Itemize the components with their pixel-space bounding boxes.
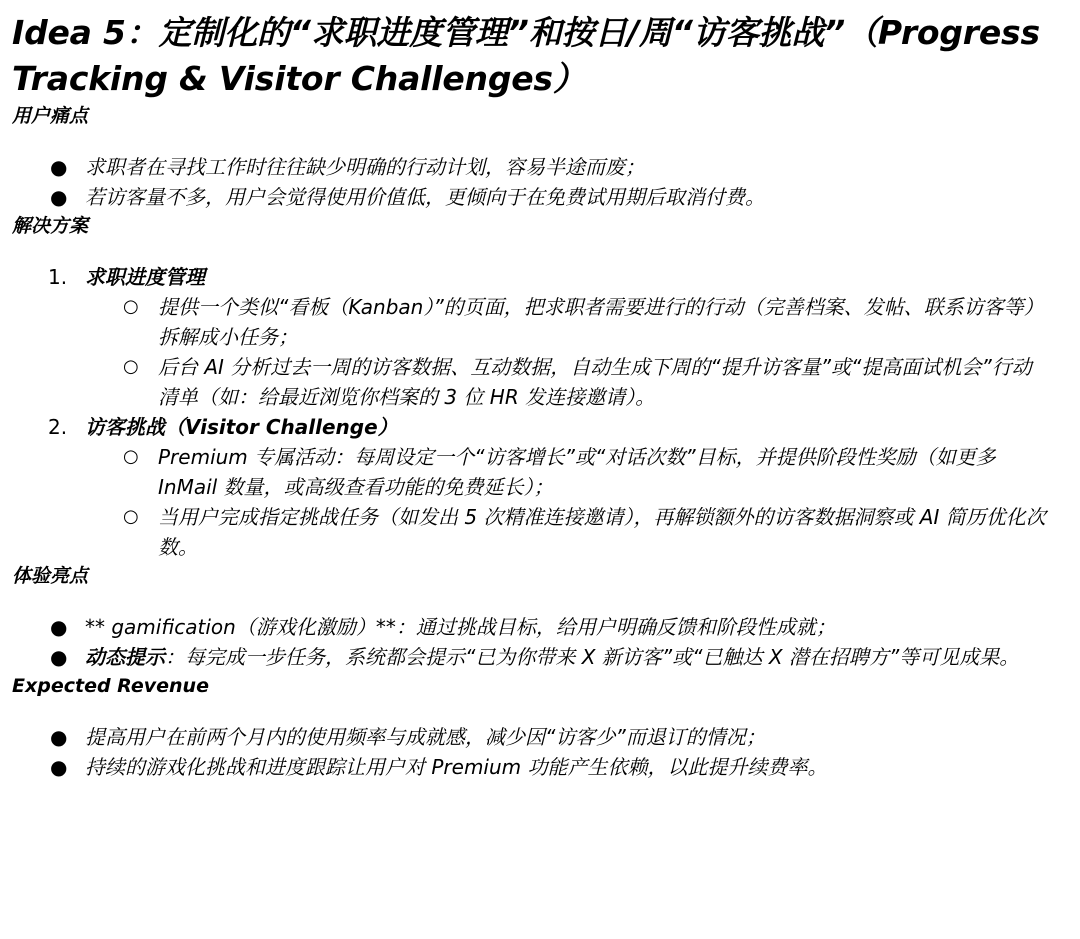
list-item: [12, 752, 1068, 782]
bullet-icon: ●: [50, 155, 68, 179]
solution-item-title: 求职进度管理: [85, 265, 205, 289]
list-item-text: 持续的游戏化挑战和进度跟踪让用户对 Premium 功能产生依赖，以此提升续费率。: [85, 755, 828, 779]
sub-list-item: [85, 502, 1068, 562]
solution-item: [12, 412, 1068, 562]
list-number: 1.: [48, 265, 68, 289]
section-heading-revenue: Expected Revenue: [12, 675, 209, 697]
bullet-icon: ●: [50, 725, 68, 749]
list-number: 2.: [48, 415, 68, 439]
sub-list-item: [85, 442, 1068, 502]
section-heading-highlights: 体验亮点: [12, 565, 89, 587]
solution-list: [12, 262, 1068, 562]
revenue-list: [12, 722, 1068, 782]
list-item: [12, 722, 1068, 752]
sub-list-item: [85, 352, 1068, 412]
sub-list-item: [85, 292, 1068, 352]
sub-list-item-text: 当用户完成指定挑战任务（如发出 5 次精准连接邀请），再解锁额外的访客数据洞察或 AI 简历优化次数。: [158, 505, 1046, 559]
list-item-text: 若访客量不多，用户会觉得使用价值低，更倾向于在免费试用期后取消付费。: [85, 185, 765, 209]
pain-points-list: [12, 152, 1068, 212]
solution-item: [12, 262, 1068, 412]
list-item-text: 提高用户在前两个月内的使用频率与成就感，减少因“访客少”而退订的情况；: [85, 725, 766, 749]
circle-bullet-icon: ○: [123, 296, 139, 317]
circle-bullet-icon: ○: [123, 506, 139, 527]
sub-list-item-text: Premium 专属活动：每周设定一个“访客增长”或“对话次数”目标，并提供阶段性奖励（如更多 InMail 数量，或高级查看功能的免费延长）；: [158, 445, 996, 499]
list-item: [12, 152, 1068, 182]
bullet-icon: ●: [50, 615, 68, 639]
list-item: [12, 182, 1068, 212]
list-item-text: ** gamification（游戏化激励）**：通过挑战目标，给用户明确反馈和阶段性成就；: [85, 615, 836, 639]
sub-list-item-text: 提供一个类似“看板（Kanban）”的页面，把求职者需要进行的行动（完善档案、发帖、联系访客等）拆解成小任务；: [158, 295, 1044, 349]
highlight-lead: 动态提示: [85, 645, 165, 669]
list-item-text: 求职者在寻找工作时往往缺少明确的行动计划，容易半途而废；: [85, 155, 645, 179]
solution-sub-list: [85, 292, 1068, 412]
solution-sub-list: [85, 442, 1068, 562]
list-item: [12, 642, 1068, 672]
section-heading-pain-points: 用户痛点: [12, 105, 89, 127]
document-title: Idea 5：定制化的“求职进度管理”和按日/周“访客挑战”（Progress Tracking & Visitor Challenges）: [12, 13, 1040, 98]
list-item-text: ：每完成一步任务，系统都会提示“已为你带来 X 新访客”或“已触达 X 潜在招聘方”等可见成果。: [165, 645, 1020, 669]
bullet-icon: ●: [50, 645, 68, 669]
circle-bullet-icon: ○: [123, 356, 139, 377]
bullet-icon: ●: [50, 185, 68, 209]
sub-list-item-text: 后台 AI 分析过去一周的访客数据、互动数据，自动生成下周的“提升访客量”或“提高面试机会”行动清单（如：给最近浏览你档案的 3 位 HR 发连接邀请）。: [158, 355, 1032, 409]
list-item: [12, 612, 1068, 642]
circle-bullet-icon: ○: [123, 446, 139, 467]
section-heading-solution: 解决方案: [12, 215, 89, 237]
highlights-list: [12, 612, 1068, 672]
solution-item-title: 访客挑战（Visitor Challenge）: [85, 415, 398, 439]
bullet-icon: ●: [50, 755, 68, 779]
